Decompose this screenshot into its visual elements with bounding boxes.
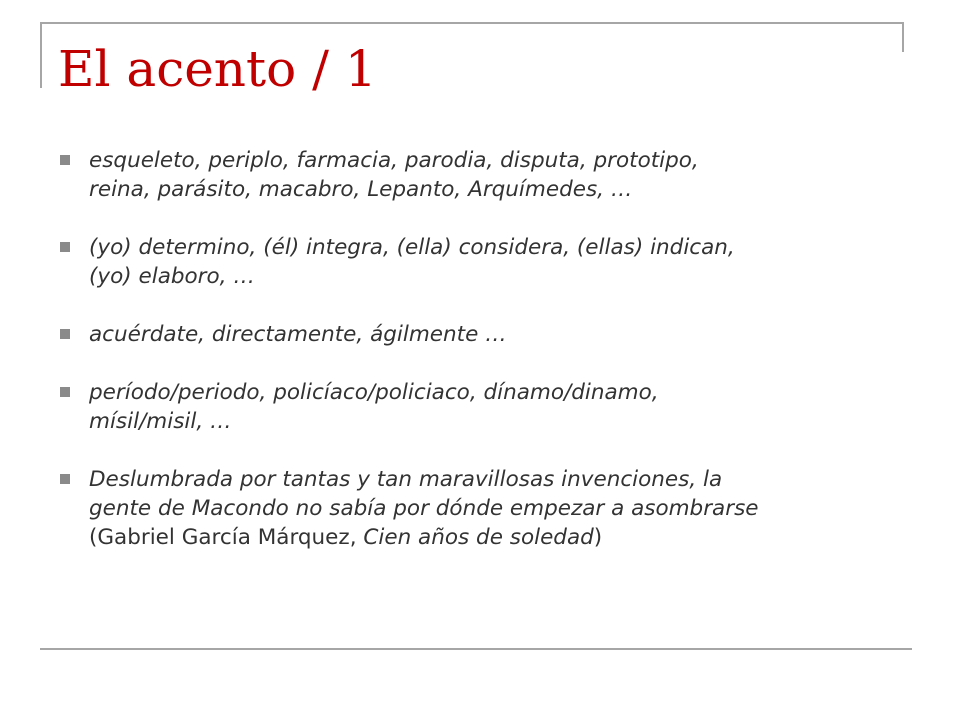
frame-bottom-line [40, 648, 912, 650]
square-bullet-icon [60, 387, 70, 397]
citation-close: ) [593, 525, 603, 550]
frame-right-line [902, 22, 904, 52]
square-bullet-icon [60, 155, 70, 165]
bullet-list [58, 146, 918, 581]
bullet-item [58, 233, 918, 291]
square-bullet-icon [60, 474, 70, 484]
bullet-text-line: esqueleto, periplo, farmacia, parodia, disputa, prototipo, [89, 148, 699, 173]
slide-title: El acento / 1 [58, 40, 377, 98]
bullet-item [58, 320, 918, 349]
frame-left-line [40, 22, 42, 88]
quote-text-line: Deslumbrada por tantas y tan maravillosas invenciones, la [89, 467, 723, 492]
citation-line [89, 523, 918, 552]
citation-author: (Gabriel García Márquez, [89, 525, 364, 550]
bullet-item [58, 465, 918, 552]
bullet-text-line: acuérdate, directamente, ágilmente … [89, 322, 507, 347]
frame-top-line [40, 22, 904, 24]
bullet-item [58, 146, 918, 204]
bullet-text-line: reina, parásito, macabro, Lepanto, Arquímedes, … [89, 177, 633, 202]
citation-work-title: Cien años de soledad [363, 525, 594, 550]
bullet-text-line: mísil/misil, … [89, 409, 232, 434]
bullet-item [58, 378, 918, 436]
quote-text-line: gente de Macondo no sabía por dónde empezar a asombrarse [89, 496, 759, 521]
bullet-text-line: (yo) determino, (él) integra, (ella) considera, (ellas) indican, [89, 235, 735, 260]
bullet-text-line: período/periodo, policíaco/policiaco, dínamo/dinamo, [89, 380, 659, 405]
bullet-text-line: (yo) elaboro, … [89, 264, 255, 289]
square-bullet-icon [60, 329, 70, 339]
square-bullet-icon [60, 242, 70, 252]
